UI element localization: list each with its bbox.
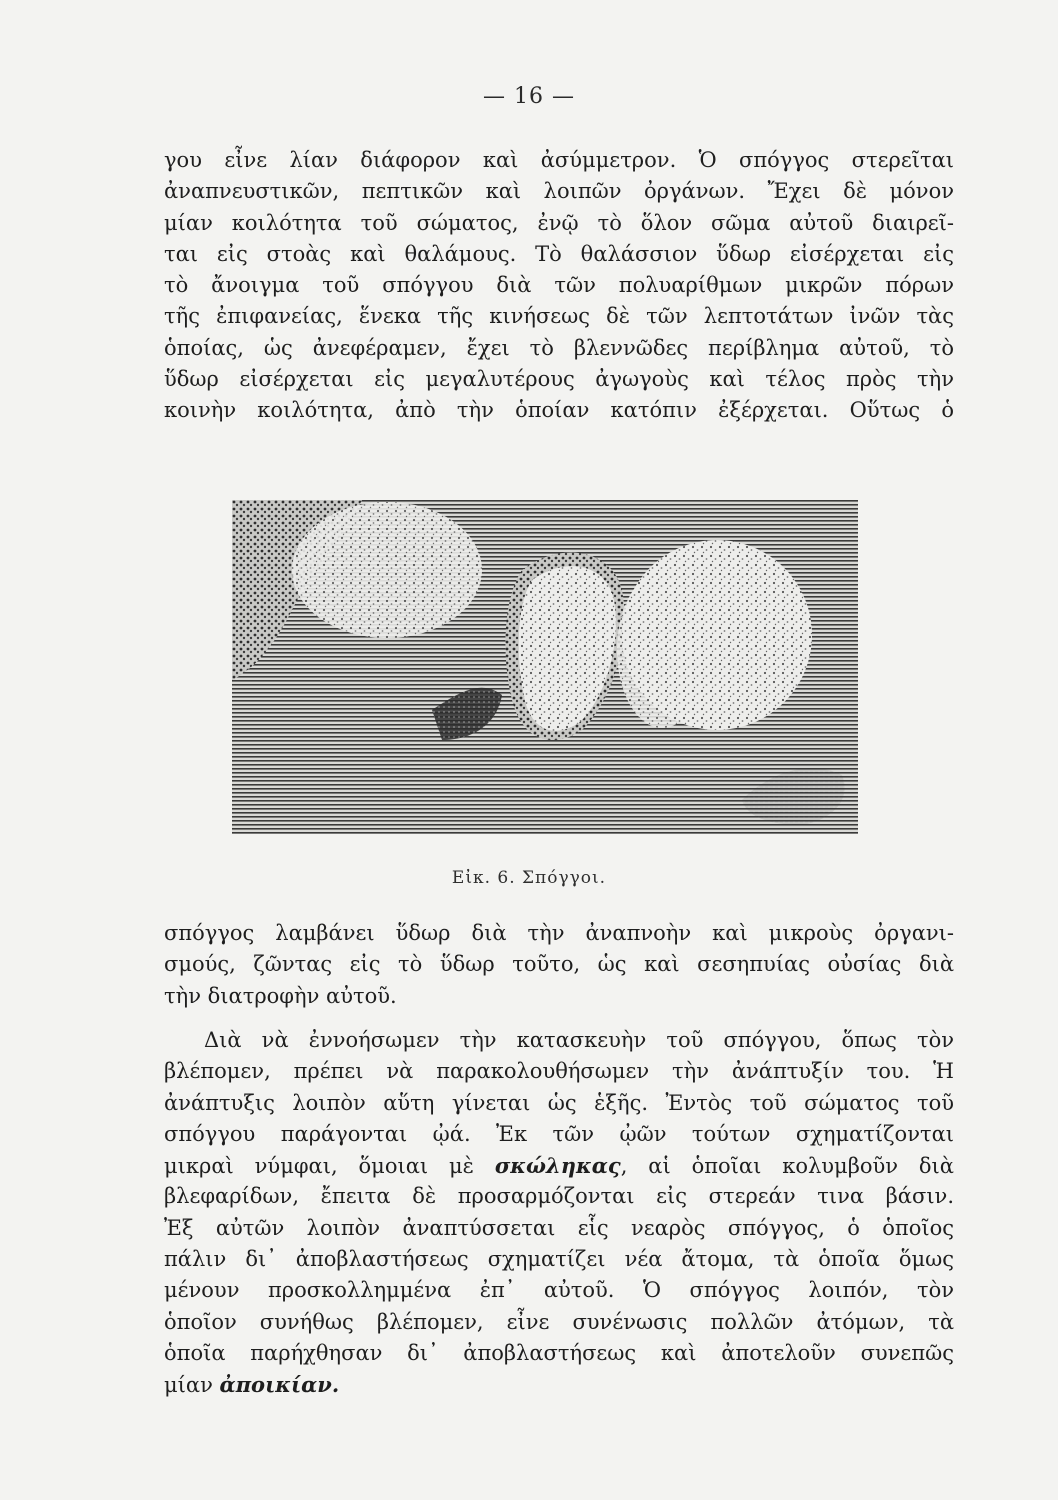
text-line: ὁποίας, ὡς ἀνεφέραμεν, ἔχει τὸ βλεννῶδες περίβλημα αὐτοῦ, τὸ <box>164 335 954 360</box>
text-line: σπόγγος λαμβάνει ὕδωρ διὰ τὴν ἀναπνοὴν καὶ μικροὺς ὀργανι- <box>164 921 954 945</box>
text-line: τῆς ἐπιφανείας, ἕνεκα τῆς κινήσεως δὲ τῶν λεπτοτάτων ἰνῶν τὰς <box>164 304 954 329</box>
sponges-engraving <box>232 500 858 834</box>
text-line: ὁποῖα παρήχθησαν δι᾽ ἀποβλαστήσεως καὶ ἀποτελοῦν συνεπῶς <box>164 1340 954 1365</box>
text-line: τὴν διατροφὴν αὐτοῦ. <box>164 983 397 1008</box>
text-segment: , αἱ ὁποῖαι κολυμβοῦν διὰ <box>620 1154 954 1179</box>
sponge-right-lobe <box>617 572 707 728</box>
page-number: — 16 — <box>483 84 575 109</box>
text-line: σμούς, ζῶντας εἰς τὸ ὕδωρ τοῦτο, ὡς καὶ σεσηπυίας οὐσίας διὰ <box>164 952 954 977</box>
text-line: γου εἶνε λίαν διάφορον καὶ ἀσύμμετρον. Ὁ σπόγγος στερεῖται <box>164 148 954 172</box>
text-line: βλεφαρίδων, ἔπειτα δὲ προσαρμόζονται εἰς στερεάν τινα βάσιν. <box>164 1184 954 1209</box>
text-segment: μικραὶ νύμφαι, ὅμοιαι μὲ <box>164 1154 474 1179</box>
figure-caption: Εἰκ. 6. Σπόγγοι. <box>451 868 607 888</box>
text-line: τὸ ἄνοιγμα τοῦ σπόγγου διὰ τῶν πολυαρίθμων μικρῶν πόρων <box>164 273 954 298</box>
text-line <box>164 1369 954 1400</box>
text-line: πάλιν δι᾽ ἀποβλαστήσεως σχηματίζει νέα ἄτομα, τὰ ὁποῖα ὅμως <box>164 1247 954 1272</box>
text-line: μίαν κοιλότητα τοῦ σώματος, ἐνῷ τὸ ὅλον σῶμα αὐτοῦ διαιρεῖ- <box>164 210 954 235</box>
text-line: Διὰ νὰ ἐννοήσωμεν τὴν κατασκευὴν τοῦ σπόγγου, ὅπως τὸν <box>204 1028 954 1052</box>
paragraph-2 <box>164 918 954 1012</box>
bold-term-colony: ἀποικίαν. <box>219 1372 340 1398</box>
text-line: Ἐξ αὐτῶν λοιπὸν ἀναπτύσσεται εἷς νεαρὸς σπόγγος, ὁ ὁποῖος <box>164 1215 954 1240</box>
text-line: ὁποῖον συνήθως βλέπομεν, εἶνε συνένωσις πολλῶν ἀτόμων, τὰ <box>164 1309 954 1334</box>
text-line: ὕδωρ εἰσέρχεται εἰς μεγαλυτέρους ἀγωγοὺς καὶ τέλος πρὸς τὴν <box>164 367 954 392</box>
text-line: ται εἰς στοὰς καὶ θαλάμους. Τὸ θαλάσσιον ὕδωρ εἰσέρχεται εἰς <box>164 241 954 266</box>
text-line <box>164 1150 954 1181</box>
paragraph-1 <box>164 145 954 427</box>
bold-term-worms: σκώληκας <box>494 1153 621 1179</box>
sponges-illustration <box>232 500 858 834</box>
text-line: κοινὴν κοιλότητα, ἀπὸ τὴν ὁποίαν κατόπιν ἐξέρχεται. Οὕτως ὁ <box>164 398 954 423</box>
text-line: σπόγγου παράγονται ᾠά. Ἐκ τῶν ᾠῶν τούτων σχηματίζονται <box>164 1121 954 1146</box>
text-segment: μίαν <box>164 1373 213 1398</box>
paragraph-3 <box>164 1025 954 1401</box>
sponge-left <box>292 502 482 638</box>
text-line: ἀναπνευστικῶν, πεπτικῶν καὶ λοιπῶν ὀργάνων. Ἔχει δὲ μόνον <box>164 179 954 204</box>
text-line: ἀνάπτυξις λοιπὸν αὕτη γίνεται ὡς ἑξῆς. Ἐντὸς τοῦ σώματος τοῦ <box>164 1090 954 1115</box>
text-line: βλέπομεν, πρέπει νὰ παρακολουθήσωμεν τὴν ἀνάπτυξίν του. Ἡ <box>164 1059 954 1084</box>
text-line: μένουν προσκολλημμένα ἐπ᾽ αὐτοῦ. Ὁ σπόγγος λοιπόν, τὸν <box>164 1278 954 1303</box>
